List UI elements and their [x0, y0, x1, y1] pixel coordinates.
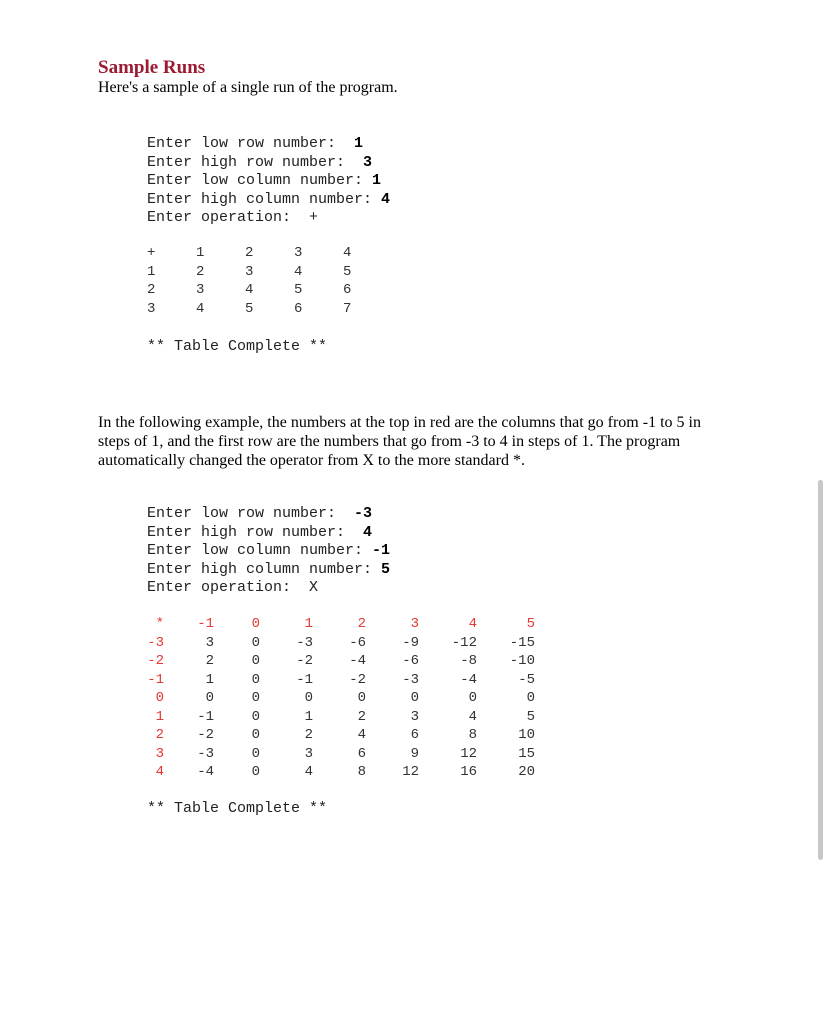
run2-result-table: [144, 615, 535, 782]
column-header: 0: [251, 616, 260, 632]
table-cell: 3: [205, 634, 214, 651]
table-cell: -9: [402, 634, 419, 651]
column-header: 2: [357, 616, 366, 632]
table-cell: 3: [245, 263, 254, 280]
table-row: [144, 708, 535, 727]
table-cell: -1: [296, 671, 313, 688]
table-row: [144, 763, 535, 782]
row-header: 4: [155, 764, 164, 780]
table-cell: 6: [294, 300, 303, 317]
table-cell: 8: [357, 764, 366, 780]
table-header-row: [144, 615, 535, 634]
table-row: [144, 726, 535, 745]
table-cell: 0: [251, 745, 260, 762]
explanation-paragraph: In the following example, the numbers at the top in red are the columns that go from -1 to 5 in steps of 1, and the first row are the numbers that go from -3 to 4 in steps of 1. The program automatically changed the operator from X to the more standard *.: [98, 414, 701, 469]
table-row: [144, 745, 535, 764]
table-cell: 3: [410, 708, 419, 725]
table-cell: 0: [251, 727, 260, 743]
table-cell: 10: [518, 727, 535, 743]
operator-cell: *: [155, 616, 164, 632]
table-cell: -2: [296, 653, 313, 669]
table-cell: 4: [245, 282, 254, 298]
table-row: [147, 263, 351, 282]
column-header: 4: [468, 616, 477, 632]
table-cell: 4: [294, 263, 303, 280]
row-header: -2: [147, 653, 164, 669]
table-cell: 0: [251, 671, 260, 688]
table-cell: 1: [304, 708, 313, 725]
table-cell: -2: [349, 671, 366, 688]
column-header: 3: [294, 245, 303, 261]
table-cell: -3: [197, 745, 214, 762]
table-cell: 0: [251, 708, 260, 725]
table-row: [144, 671, 535, 690]
row-header: 1: [155, 708, 164, 725]
prompt-line: Enter low row number: -3: [147, 505, 373, 522]
table-cell: -6: [402, 653, 419, 669]
row-header: 0: [155, 690, 164, 706]
table-cell: 20: [518, 764, 535, 780]
column-header: 4: [343, 245, 352, 261]
table-cell: -3: [402, 671, 419, 688]
page-heading: Sample Runs: [98, 57, 206, 78]
table-cell: 4: [304, 764, 313, 780]
column-header: 1: [304, 616, 313, 632]
row-header: 2: [147, 282, 156, 298]
table-cell: 0: [468, 690, 477, 706]
operator-cell: +: [147, 245, 156, 261]
table-cell: 8: [468, 727, 477, 743]
table-cell: -5: [518, 671, 535, 688]
prompt-line: Enter low column number: -1: [147, 542, 391, 559]
table-row: [147, 281, 351, 300]
table-cell: 1: [205, 671, 214, 688]
prompt-line: Enter operation: +: [147, 209, 319, 226]
column-header: 1: [196, 245, 205, 261]
column-header: 5: [526, 616, 535, 632]
table-cell: 0: [251, 634, 260, 651]
table-cell: 5: [526, 708, 535, 725]
run1-result-table: [147, 244, 351, 318]
table-cell: 12: [402, 764, 419, 780]
table-row: [144, 652, 535, 671]
run2-footer: ** Table Complete **: [147, 800, 328, 817]
table-cell: -1: [197, 708, 214, 725]
table-cell: 16: [460, 764, 477, 780]
table-cell: 15: [518, 745, 535, 762]
run2-prompts: [147, 505, 390, 598]
run1-prompts: [147, 135, 390, 228]
prompt-line: Enter high row number: 4: [147, 523, 373, 541]
column-header: 3: [410, 616, 419, 632]
table-row: [147, 300, 351, 319]
table-cell: 0: [357, 690, 366, 706]
table-cell: 3: [196, 282, 205, 298]
table-cell: 2: [357, 708, 366, 725]
table-cell: 4: [468, 708, 477, 725]
table-cell: 4: [357, 727, 366, 743]
table-cell: -10: [509, 653, 535, 669]
table-cell: 2: [196, 263, 205, 280]
column-header: -1: [197, 616, 214, 632]
column-header: 2: [245, 245, 254, 261]
table-cell: 0: [410, 690, 419, 706]
table-row: [144, 689, 535, 708]
row-header: 2: [155, 727, 164, 743]
table-cell: 0: [304, 690, 313, 706]
table-cell: 0: [251, 764, 260, 780]
table-cell: -3: [296, 634, 313, 651]
table-header-row: [147, 244, 351, 263]
table-cell: 5: [294, 282, 303, 298]
prompt-line: Enter high row number: 3: [147, 153, 373, 171]
table-cell: 0: [251, 653, 260, 669]
table-cell: -4: [197, 764, 214, 780]
prompt-line: Enter low column number: 1: [147, 172, 382, 189]
table-cell: 6: [357, 745, 366, 762]
table-cell: 6: [410, 727, 419, 743]
prompt-line: Enter low row number: 1: [147, 135, 364, 152]
table-cell: 5: [343, 263, 352, 280]
run1-footer: ** Table Complete **: [147, 338, 328, 355]
table-cell: 0: [526, 690, 535, 706]
table-cell: -4: [460, 671, 477, 688]
table-cell: 5: [245, 300, 254, 317]
row-header: 3: [147, 300, 156, 317]
table-row: [144, 634, 535, 653]
table-cell: 9: [410, 745, 419, 762]
table-cell: 2: [304, 727, 313, 743]
prompt-line: Enter high column number: 4: [147, 190, 391, 208]
table-cell: 0: [205, 690, 214, 706]
table-cell: -8: [460, 653, 477, 669]
intro-text: Here's a sample of a single run of the program.: [98, 79, 398, 96]
row-header: 3: [155, 745, 164, 762]
prompt-line: Enter operation: X: [147, 579, 319, 596]
table-cell: 0: [251, 690, 260, 706]
row-header: 1: [147, 263, 156, 280]
table-cell: 7: [343, 300, 352, 317]
table-cell: -4: [349, 653, 366, 669]
table-cell: -15: [509, 634, 535, 651]
row-header: -3: [147, 634, 164, 651]
table-cell: -2: [197, 727, 214, 743]
table-cell: 3: [304, 745, 313, 762]
vertical-scrollbar[interactable]: [818, 480, 823, 860]
table-cell: -6: [349, 634, 366, 651]
table-cell: 6: [343, 282, 352, 298]
row-header: -1: [147, 671, 164, 688]
prompt-line: Enter high column number: 5: [147, 560, 391, 578]
table-cell: 4: [196, 300, 205, 317]
table-cell: 2: [205, 653, 214, 669]
table-cell: -12: [451, 634, 477, 651]
table-cell: 12: [460, 745, 477, 762]
